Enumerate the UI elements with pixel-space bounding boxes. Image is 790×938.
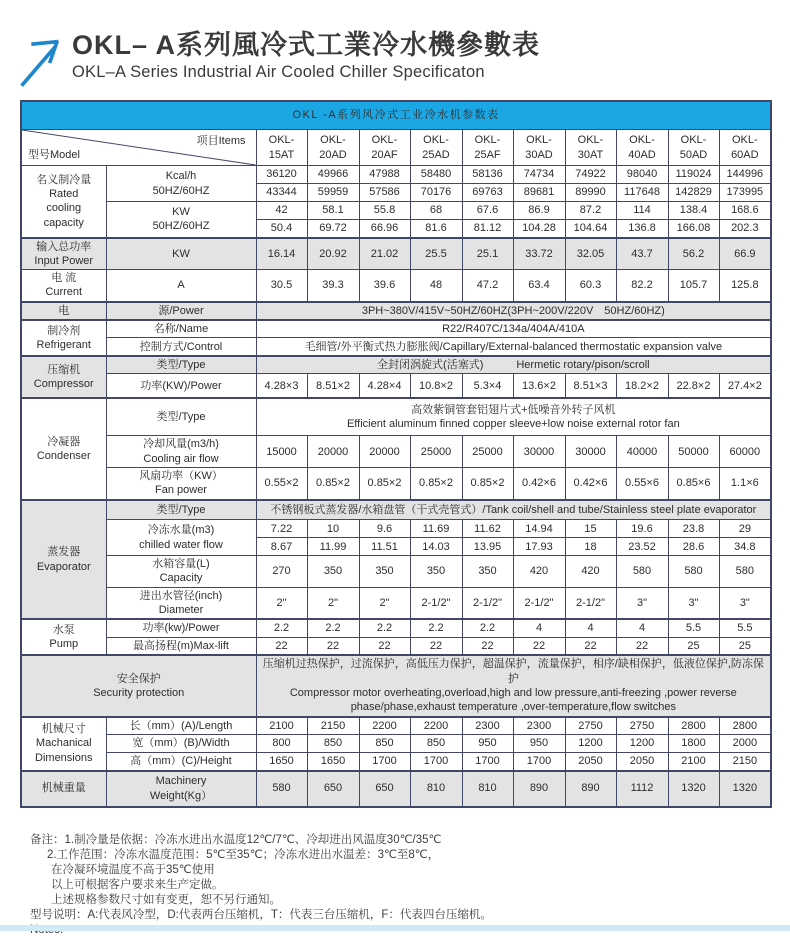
table-cell: 20000 [307, 436, 359, 468]
table-cell: 10.8×2 [410, 374, 462, 398]
table-cell: 2-1/2" [410, 587, 462, 619]
table-cell: 810 [410, 771, 462, 807]
table-row [21, 202, 771, 220]
table-row [21, 436, 771, 468]
table-cell: 650 [359, 771, 410, 807]
note-line: 型号说明：A:代表风冷型，D:代表两台压缩机，T：代表三台压缩机，F：代表四台压缩机。 [30, 909, 492, 921]
table-cell: 20000 [359, 436, 410, 468]
table-cell: 950 [462, 735, 513, 753]
table-row [21, 735, 771, 753]
model-header-cell: OKL- 25AD [410, 130, 462, 166]
table-cell: 350 [359, 556, 410, 588]
table-cell: 20.92 [307, 238, 359, 270]
row-label: 制冷剂 Refrigerant [21, 320, 106, 356]
table-cell: 30000 [565, 436, 616, 468]
table-cell: 350 [307, 556, 359, 588]
table-cell: 1112 [616, 771, 668, 807]
table-cell: 350 [462, 556, 513, 588]
table-row [21, 556, 771, 588]
table-cell: 2.2 [410, 619, 462, 637]
table-cell: 压缩机过热保护，过流保护，高低压力保护，超温保护，流量保护，相序/缺相保护，低液位保护,防冻保护 Compressor motor overheating,overload,high and low pressure,anti-freezing ,power reverse phase/phase,exhaust temperature ,over-temperature,flow switches [256, 655, 771, 716]
table-cell: 2.2 [462, 619, 513, 637]
page-title-en: OKL–A Series Industrial Air Cooled Chiller Specificaton [72, 63, 485, 82]
table-row [21, 338, 771, 356]
table-cell: 104.28 [513, 220, 565, 238]
table-cell: 11.62 [462, 520, 513, 538]
table-cell: 10 [307, 520, 359, 538]
table-cell: 850 [307, 735, 359, 753]
model-header-cell: OKL- 40AD [616, 130, 668, 166]
table-row [21, 717, 771, 735]
table-cell: 25000 [462, 436, 513, 468]
row-sublabel: KW [106, 238, 256, 270]
row-sublabel: 类型/Type [106, 500, 256, 520]
table-cell: 全封闭涡旋式(活塞式) Hermetic rotary/pison/scroll [256, 356, 771, 374]
table-cell: 3PH~380V/415V~50HZ/60HZ(3PH~200V/220V 50HZ/60HZ) [256, 302, 771, 320]
table-cell: 18 [565, 538, 616, 556]
row-sublabel: 进出水管径(inch) Diameter [106, 587, 256, 619]
model-header-cell: OKL- 50AD [668, 130, 719, 166]
table-cell: 420 [565, 556, 616, 588]
table-cell: 0.85×2 [462, 468, 513, 500]
table-cell: 650 [307, 771, 359, 807]
table-cell: 22 [462, 637, 513, 655]
table-cell: 25.1 [462, 238, 513, 270]
row-sublabel: 冷却风量(m3/h) Cooling air flow [106, 436, 256, 468]
table-cell: 1650 [307, 753, 359, 771]
bottom-strip [0, 925, 790, 931]
row-sublabel: 控制方式/Control [106, 338, 256, 356]
table-cell: 25.5 [410, 238, 462, 270]
table-cell: 3" [668, 587, 719, 619]
table-cell: 70176 [410, 184, 462, 202]
table-cell: 2.2 [307, 619, 359, 637]
table-cell: 125.8 [719, 270, 771, 302]
table-cell: 168.6 [719, 202, 771, 220]
row-label: 蒸发器 Evaporator [21, 500, 106, 620]
model-header-cell: OKL- 25AF [462, 130, 513, 166]
table-cell: 1700 [410, 753, 462, 771]
row-sublabel: 功率(kw)/Power [106, 619, 256, 637]
table-cell: 58.1 [307, 202, 359, 220]
up-right-arrow-icon [16, 34, 66, 90]
table-cell: 1320 [719, 771, 771, 807]
table-row [21, 374, 771, 398]
caption-row [21, 101, 771, 130]
table-cell: 47988 [359, 166, 410, 184]
row-label: 机械重量 [21, 771, 106, 807]
table-cell: 2-1/2" [462, 587, 513, 619]
table-cell: 66.96 [359, 220, 410, 238]
table-cell: 0.85×2 [410, 468, 462, 500]
table-cell: 39.3 [307, 270, 359, 302]
row-label: 电 [21, 302, 106, 320]
table-cell: 58136 [462, 166, 513, 184]
table-cell: 202.3 [719, 220, 771, 238]
table-cell: 1320 [668, 771, 719, 807]
table-cell: 4.28×3 [256, 374, 307, 398]
table-cell: 81.12 [462, 220, 513, 238]
table-cell: 22 [565, 637, 616, 655]
table-cell: 4 [616, 619, 668, 637]
table-cell: 1200 [565, 735, 616, 753]
table-cell: 67.6 [462, 202, 513, 220]
table-cell: 22 [410, 637, 462, 655]
table-cell: 8.67 [256, 538, 307, 556]
row-label: 名义制冷量 Rated cooling capacity [21, 166, 106, 238]
table-row [21, 520, 771, 538]
table-cell: 1.1×6 [719, 468, 771, 500]
table-cell: 5.5 [719, 619, 771, 637]
table-cell: 11.69 [410, 520, 462, 538]
table-cell: 0.42×6 [565, 468, 616, 500]
row-label: 冷凝器 Condenser [21, 398, 106, 500]
table-cell: 30.5 [256, 270, 307, 302]
table-cell: 23.52 [616, 538, 668, 556]
table-cell: 66.9 [719, 238, 771, 270]
table-cell: 2.2 [256, 619, 307, 637]
table-cell: 15000 [256, 436, 307, 468]
table-cell: 15 [565, 520, 616, 538]
note-line: 上述规格参数尺寸如有变更，恕不另行通知。 [51, 894, 281, 906]
table-cell: 0.85×2 [307, 468, 359, 500]
table-cell: 19.6 [616, 520, 668, 538]
table-cell: 119024 [668, 166, 719, 184]
table-cell: 850 [410, 735, 462, 753]
table-row [21, 270, 771, 302]
table-cell: 32.05 [565, 238, 616, 270]
table-cell: 98040 [616, 166, 668, 184]
table-cell: 2-1/2" [565, 587, 616, 619]
table-cell: 22.8×2 [668, 374, 719, 398]
corner-cell [21, 130, 256, 166]
row-label: 水泵 Pump [21, 619, 106, 655]
table-row [21, 356, 771, 374]
table-cell: 0.55×2 [256, 468, 307, 500]
table-cell: 2100 [668, 753, 719, 771]
table-cell: 36120 [256, 166, 307, 184]
table-row [21, 320, 771, 338]
table-cell: 25 [668, 637, 719, 655]
table-cell: 2150 [307, 717, 359, 735]
row-label: 电 流 Current [21, 270, 106, 302]
row-label: 压缩机 Compressor [21, 356, 106, 398]
model-header-cell: OKL- 30AD [513, 130, 565, 166]
table-cell: 0.55×6 [616, 468, 668, 500]
table-cell: 5.3×4 [462, 374, 513, 398]
table-row [21, 587, 771, 619]
table-cell: 49966 [307, 166, 359, 184]
table-cell: 48 [410, 270, 462, 302]
table-cell: 14.94 [513, 520, 565, 538]
table-cell: 27.4×2 [719, 374, 771, 398]
row-sublabel: Machinery Weight(Kg） [106, 771, 256, 807]
table-cell: 1700 [513, 753, 565, 771]
table-cell: 2.2 [359, 619, 410, 637]
table-cell: 114 [616, 202, 668, 220]
table-cell: 2150 [719, 753, 771, 771]
page-title-cn: OKL– A系列風冷式工業冷水機參數表 [72, 30, 541, 60]
row-sublabel: 冷冻水量(m3) chilled water flow [106, 520, 256, 556]
table-cell: 23.8 [668, 520, 719, 538]
table-cell: 2-1/2" [513, 587, 565, 619]
table-cell: 580 [668, 556, 719, 588]
table-cell: 21.02 [359, 238, 410, 270]
table-cell: 2000 [719, 735, 771, 753]
table-cell: 69763 [462, 184, 513, 202]
row-sublabel: KW 50HZ/60HZ [106, 202, 256, 238]
spec-table-body [21, 101, 771, 807]
table-row [21, 500, 771, 520]
model-header-cell: OKL- 20AD [307, 130, 359, 166]
table-cell: 2800 [668, 717, 719, 735]
table-cell: 144996 [719, 166, 771, 184]
table-cell: 11.51 [359, 538, 410, 556]
spec-table [20, 100, 772, 808]
table-cell: 173995 [719, 184, 771, 202]
table-row [21, 398, 771, 436]
table-cell: 87.2 [565, 202, 616, 220]
table-cell: 17.93 [513, 538, 565, 556]
row-sublabel: 功率(KW)/Power [106, 374, 256, 398]
table-cell: 1650 [256, 753, 307, 771]
table-cell: 0.42×6 [513, 468, 565, 500]
table-cell: 5.5 [668, 619, 719, 637]
table-cell: 22 [513, 637, 565, 655]
note-line: 2.工作范围：冷冻水温度范围：5℃至35℃；冷冻水进出水温差：3℃至8℃， [47, 849, 440, 861]
table-cell: 58480 [410, 166, 462, 184]
table-cell: 43344 [256, 184, 307, 202]
table-cell: 69.72 [307, 220, 359, 238]
table-cell: 420 [513, 556, 565, 588]
table-cell: 47.2 [462, 270, 513, 302]
table-cell: 1800 [668, 735, 719, 753]
table-cell: 33.72 [513, 238, 565, 270]
corner-items-label: 项目Items [196, 135, 246, 147]
table-cell: 0.85×2 [359, 468, 410, 500]
table-cell: 350 [410, 556, 462, 588]
table-cell: 56.2 [668, 238, 719, 270]
model-header-cell: OKL- 30AT [565, 130, 616, 166]
row-sublabel: Kcal/h 50HZ/60HZ [106, 166, 256, 202]
table-cell: 9.6 [359, 520, 410, 538]
table-cell: 810 [462, 771, 513, 807]
table-cell: 50.4 [256, 220, 307, 238]
table-cell: 55.8 [359, 202, 410, 220]
table-cell: 3" [616, 587, 668, 619]
table-cell: 0.85×6 [668, 468, 719, 500]
table-cell: 800 [256, 735, 307, 753]
table-cell: 60.3 [565, 270, 616, 302]
model-header-cell: OKL- 60AD [719, 130, 771, 166]
table-cell: 2200 [359, 717, 410, 735]
table-cell: 4 [513, 619, 565, 637]
table-cell: 82.2 [616, 270, 668, 302]
row-sublabel: 长（mm）(A)/Length [106, 717, 256, 735]
table-cell: 57586 [359, 184, 410, 202]
row-label: 输入总功率 Input Power [21, 238, 106, 270]
table-cell: 89681 [513, 184, 565, 202]
note-line: 在冷凝环境温度不高于35℃使用 [51, 864, 215, 876]
table-cell: 4.28×4 [359, 374, 410, 398]
table-cell: 40000 [616, 436, 668, 468]
table-cell: 105.7 [668, 270, 719, 302]
table-cell: 28.6 [668, 538, 719, 556]
table-cell: 43.7 [616, 238, 668, 270]
table-cell: 高效紫铜管套铝翅片式+低噪音外转子风机 Efficient aluminum finned copper sleeve+low noise external rotor fan [256, 398, 771, 436]
row-sublabel: A [106, 270, 256, 302]
table-cell: 2750 [565, 717, 616, 735]
table-cell: 74922 [565, 166, 616, 184]
table-row [21, 619, 771, 637]
table-cell: 2050 [616, 753, 668, 771]
table-cell: 22 [307, 637, 359, 655]
table-cell: 不锈钢板式蒸发器/水箱盘管（干式壳管式）/Tank coil/shell and tube/Stainless steel plate evaporator [256, 500, 771, 520]
note-line: 以上可根据客户要求来生产定做。 [51, 879, 224, 891]
table-cell: 2800 [719, 717, 771, 735]
table-caption: OKL -A系列风冷式工业冷水机参数表 [21, 101, 771, 130]
row-sublabel: 水箱容量(L) Capacity [106, 556, 256, 588]
table-cell: 18.2×2 [616, 374, 668, 398]
model-header-row [21, 130, 771, 166]
table-cell: 34.8 [719, 538, 771, 556]
table-cell: 2100 [256, 717, 307, 735]
table-cell: 166.08 [668, 220, 719, 238]
row-label: 机械尺寸 Machanical Dimensions [21, 717, 106, 771]
table-cell: 25000 [410, 436, 462, 468]
table-row [21, 302, 771, 320]
title-block [16, 30, 540, 90]
table-cell: 890 [513, 771, 565, 807]
table-cell: 39.6 [359, 270, 410, 302]
table-cell: 16.14 [256, 238, 307, 270]
row-sublabel: 源/Power [106, 302, 256, 320]
row-sublabel: 最高扬程(m)Max-lift [106, 637, 256, 655]
table-cell: 3" [719, 587, 771, 619]
table-cell: 74734 [513, 166, 565, 184]
row-sublabel: 类型/Type [106, 356, 256, 374]
note-line: 备注：1.制冷量是依据：冷冻水进出水温度12℃/7℃、冷却进出风温度30℃/35℃ [30, 834, 442, 846]
table-cell: 2" [307, 587, 359, 619]
table-cell: 50000 [668, 436, 719, 468]
table-cell: 11.99 [307, 538, 359, 556]
table-row [21, 238, 771, 270]
table-cell: 136.8 [616, 220, 668, 238]
table-cell: 2300 [462, 717, 513, 735]
table-cell: 104.64 [565, 220, 616, 238]
table-row [21, 753, 771, 771]
table-cell: 580 [256, 771, 307, 807]
table-cell: 42 [256, 202, 307, 220]
table-cell: 22 [616, 637, 668, 655]
table-row [21, 468, 771, 500]
table-cell: 1700 [359, 753, 410, 771]
table-row [21, 655, 771, 716]
table-cell: 850 [359, 735, 410, 753]
table-cell: 117648 [616, 184, 668, 202]
table-cell: 950 [513, 735, 565, 753]
table-cell: 63.4 [513, 270, 565, 302]
table-cell: 138.4 [668, 202, 719, 220]
table-cell: 580 [616, 556, 668, 588]
table-cell: 8.51×3 [565, 374, 616, 398]
table-cell: 86.9 [513, 202, 565, 220]
table-cell: 30000 [513, 436, 565, 468]
table-cell: 22 [359, 637, 410, 655]
row-sublabel: 高（mm）(C)/Height [106, 753, 256, 771]
table-cell: 13.6×2 [513, 374, 565, 398]
table-cell: 2300 [513, 717, 565, 735]
table-cell: 22 [256, 637, 307, 655]
table-cell: 7.22 [256, 520, 307, 538]
table-cell: 81.6 [410, 220, 462, 238]
table-cell: 14.03 [410, 538, 462, 556]
table-cell: 2750 [616, 717, 668, 735]
table-cell: 4 [565, 619, 616, 637]
row-sublabel: 类型/Type [106, 398, 256, 436]
row-label: 安全保护 Security protection [21, 655, 256, 716]
table-cell: 68 [410, 202, 462, 220]
table-cell: 1200 [616, 735, 668, 753]
table-cell: 60000 [719, 436, 771, 468]
table-cell: 89990 [565, 184, 616, 202]
table-cell: 2" [256, 587, 307, 619]
table-cell: 毛细管/外平衡式热力膨胀阀/Capillary/External-balanced thermostatic expansion valve [256, 338, 771, 356]
notes [30, 833, 770, 938]
row-sublabel: 名称/Name [106, 320, 256, 338]
row-sublabel: 风扇功率（KW） Fan power [106, 468, 256, 500]
table-cell: 890 [565, 771, 616, 807]
table-cell: 2" [359, 587, 410, 619]
table-cell: 270 [256, 556, 307, 588]
table-cell: 2200 [410, 717, 462, 735]
table-cell: 580 [719, 556, 771, 588]
table-cell: 25 [719, 637, 771, 655]
row-sublabel: 宽（mm）(B)/Width [106, 735, 256, 753]
model-header-cell: OKL- 15AT [256, 130, 307, 166]
table-cell: 142829 [668, 184, 719, 202]
table-cell: 59959 [307, 184, 359, 202]
table-cell: 13.95 [462, 538, 513, 556]
table-row [21, 166, 771, 184]
table-row [21, 771, 771, 807]
table-cell: R22/R407C/134a/404A/410A [256, 320, 771, 338]
model-header-cell: OKL- 20AF [359, 130, 410, 166]
table-row [21, 637, 771, 655]
table-cell: 8.51×2 [307, 374, 359, 398]
corner-model-label: 型号Model [28, 148, 80, 161]
table-cell: 2050 [565, 753, 616, 771]
table-cell: 29 [719, 520, 771, 538]
table-cell: 1700 [462, 753, 513, 771]
